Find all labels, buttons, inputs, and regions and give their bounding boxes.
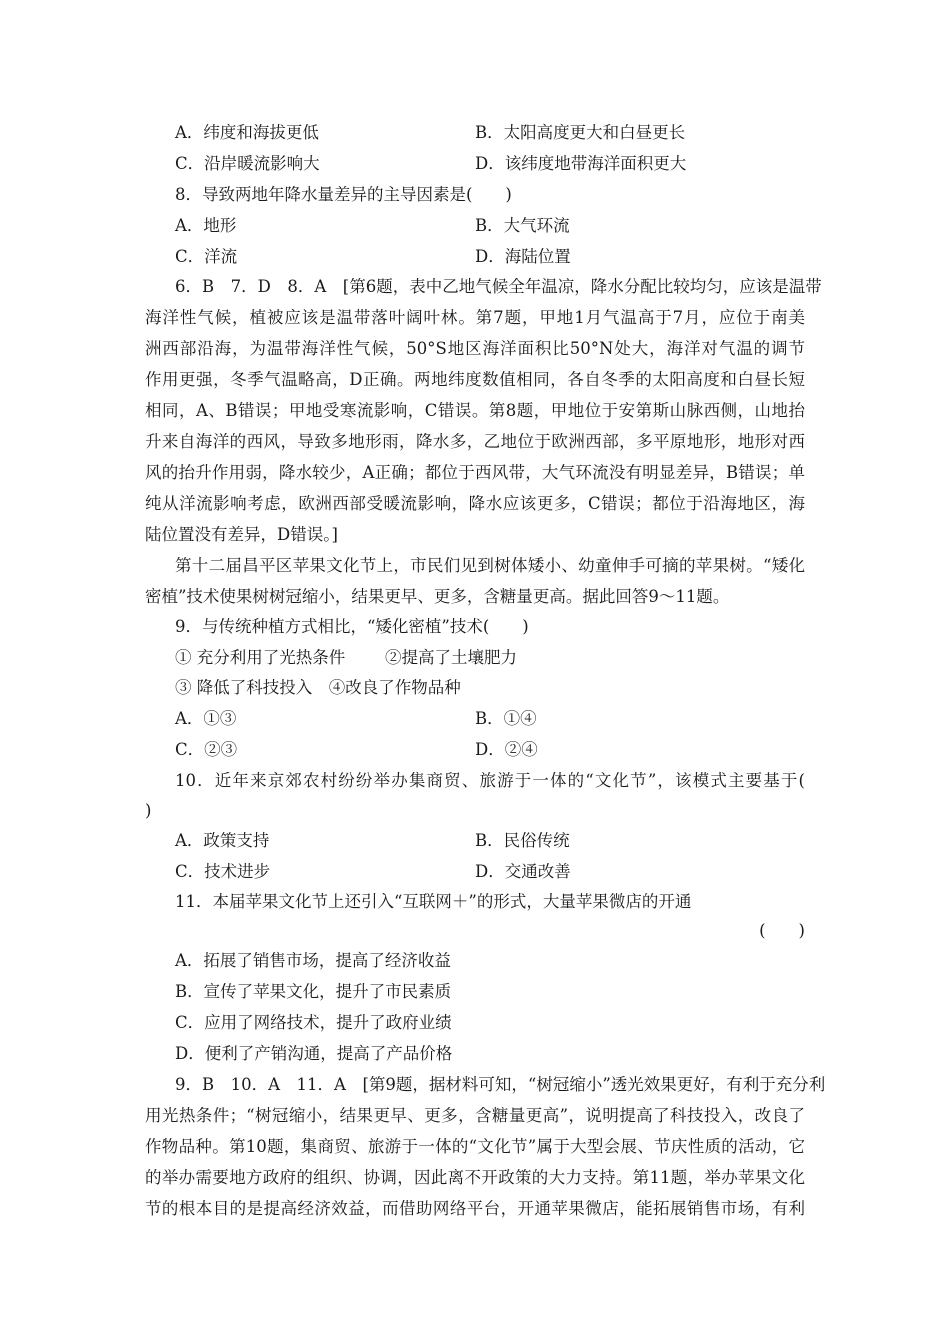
q10-option-b: B．民俗传统: [475, 831, 570, 850]
q11-option-a: A．拓展了销售市场，提高了经济收益: [175, 951, 451, 970]
q10-option-row: [145, 826, 805, 856]
q7-option-row: [145, 118, 805, 148]
q11-option-d: D．便利了产销沟通，提高了产品价格: [175, 1044, 453, 1063]
q8-option-d: D．海陆位置: [475, 247, 571, 266]
answer-6-8-line: 陆位置没有差异，D错误。]: [145, 525, 338, 544]
q10-option-row: [145, 857, 805, 887]
q7-option-b: B．太阳高度更大和白昼更长: [475, 123, 686, 142]
q7-option-c: C．沿岸暖流影响大: [175, 154, 320, 173]
q9-statement-1: ① 充分利用了光热条件: [175, 648, 346, 667]
q10-stem-cont: ): [145, 801, 152, 820]
q9-statement-2: ②提高了土壤肥力: [385, 648, 517, 667]
answer-6-8-line: 海洋性气候，植被应该是温带落叶阔叶林。第7题，甲地1月气温高于7月，应位于南美: [145, 308, 805, 327]
q9-option-c: C．②③: [175, 740, 238, 759]
q10-stem: 10．近年来京郊农村纷纷举办集商贸、旅游于一体的“文化节”，该模式主要基于(: [175, 771, 805, 790]
q11-answer-paren: ( ): [759, 921, 805, 940]
answer-9-11-line: 的举办需要地方政府的组织、协调，因此离不开政策的大力支持。第11题，举办苹果文化: [145, 1168, 805, 1187]
answer-6-8-line: 升来自海洋的西风，导致多地形雨，降水多，乙地位于欧洲西部，多平原地形，地形对西: [145, 432, 805, 451]
q9-option-d: D．②④: [475, 740, 538, 759]
q9-statement-row: [145, 643, 805, 673]
q9-statement-3-4: ③ 降低了科技投入 ④改良了作物品种: [175, 678, 461, 697]
q8-option-c: C．洋流: [175, 247, 238, 266]
q8-option-a: A．地形: [175, 216, 237, 235]
q11-option-b: B．宣传了苹果文化，提升了市民素质: [175, 982, 452, 1001]
q7-option-row: [145, 149, 805, 179]
q10-option-c: C．技术进步: [175, 862, 271, 881]
answer-9-11-line: 节的根本目的是提高经济效益，而借助网络平台，开通苹果微店，能拓展销售市场，有利: [145, 1199, 805, 1218]
answer-6-8-line: 6．B 7．D 8．A [第6题，表中乙地气候全年温凉，降水分配比较均匀，应该是温带: [175, 277, 822, 296]
answer-6-8-line: 作用更强，冬季气温略高，D正确。两地纬度数值相同，各自冬季的太阳高度和白昼长短: [145, 370, 805, 389]
q7-option-d: D．该纬度地带海洋面积更大: [475, 154, 687, 173]
q8-option-row: [145, 242, 805, 272]
q8-option-b: B．大气环流: [475, 216, 570, 235]
q10-option-a: A．政策支持: [175, 831, 270, 850]
q7-option-a: A．纬度和海拔更低: [175, 123, 319, 142]
material-text: 第十二届昌平区苹果文化节上，市民们见到树体矮小、幼童伸手可摘的苹果树。“矮化: [175, 556, 805, 575]
q10-option-d: D．交通改善: [475, 862, 571, 881]
q8-stem: 8．导致两地年降水量差异的主导因素是( ): [175, 185, 512, 204]
answer-6-8-line: 风的抬升作用弱，降水较少，A正确；都位于西风带，大气环流没有明显差异，B错误；单: [145, 463, 805, 482]
q11-stem: 11．本届苹果文化节上还引入“互联网＋”的形式，大量苹果微店的开通: [175, 892, 692, 911]
answer-6-8-line: 相同，A、B错误；甲地受寒流影响，C错误。第8题，甲地位于安第斯山脉西侧，山地抬: [145, 401, 805, 420]
answer-6-8-line: 洲西部沿海，为温带海洋性气候，50°S地区海洋面积比50°N处大，海洋对气温的调节: [145, 339, 805, 358]
q9-option-b: B．①④: [475, 709, 537, 728]
answer-9-11-line: 用光热条件；“树冠缩小，结果更早、更多，含糖量更高”，说明提高了科技投入，改良了: [145, 1106, 805, 1125]
answer-9-11-line: 作物品种。第10题，集商贸、旅游于一体的“文化节”属于大型会展、节庆性质的活动，它: [145, 1137, 805, 1156]
q11-option-c: C．应用了网络技术，提升了政府业绩: [175, 1013, 452, 1032]
answer-9-11-line: 9．B 10．A 11．A [第9题，据材料可知，“树冠缩小”透光效果更好，有利于充分利: [175, 1075, 826, 1094]
q8-option-row: [145, 211, 805, 241]
q9-stem: 9．与传统种植方式相比，“矮化密植”技术( ): [175, 617, 529, 636]
material-text: 密植”技术使果树树冠缩小，结果更早、更多，含糖量更高。据此回答9～11题。: [145, 587, 730, 606]
answer-6-8-line: 纯从洋流影响考虑，欧洲西部受暖流影响，降水应该更多，C错误；都位于沿海地区，海: [145, 494, 805, 513]
q9-option-row: [145, 704, 805, 734]
q9-option-a: A．①③: [175, 709, 237, 728]
q9-option-row: [145, 735, 805, 765]
